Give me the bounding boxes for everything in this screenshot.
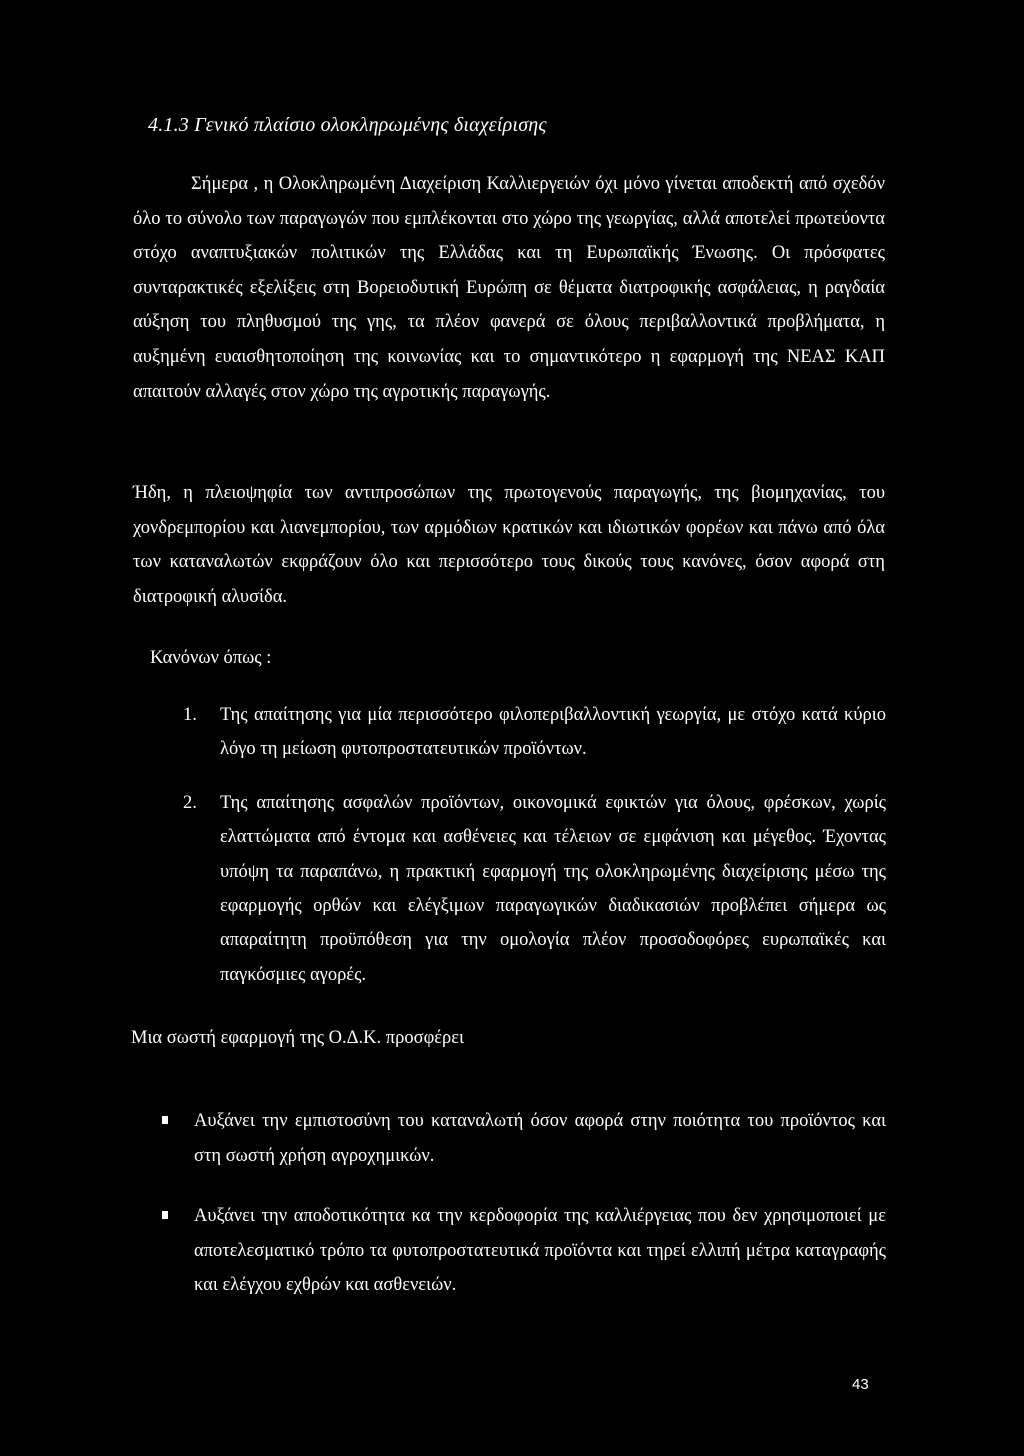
page-number: 43: [852, 1376, 869, 1393]
numbered-list-item: [183, 698, 886, 767]
square-bullet-icon: [162, 1211, 168, 1219]
section-heading: 4.1.3 Γενικό πλαίσιο ολοκληρωμένης διαχείρισης: [148, 114, 547, 136]
list-item-text: Της απαίτησης ασφαλών προϊόντων, οικονομικά εφικτών για όλους, φρέσκων, χωρίς ελαττώματα από έντομα και ασθένειες και τέλειων σε εμφάνιση και μέγεθος. Έχοντας υπόψη τα παραπάνω, η πρακτική εφαρμογή της ολοκληρωμένης διαχείρισης μέσω της εφαρμογής ορθών και ελέγξιμων παραγωγικών διαδικασιών προβλέπει σήμερα ως απαραίτητη προϋπόθεση για την ομολογία πλέον προσοδοφόρες ευρωπαϊκές και παγκόσμιες αγορές.: [220, 792, 886, 985]
bullet-item-text: Αυξάνει την εμπιστοσύνη του καταναλωτή όσον αφορά στην ποιότητα του προϊόντος και στη σωστή χρήση αγροχημικών.: [194, 1111, 886, 1166]
bullet-item-text: Αυξάνει την αποδοτικότητα κα την κερδοφορία της καλλιέργειας που δεν χρησιμοποιεί με αποτελεσματικό τρόπο τα φυτοπροστατευτικά προϊόντα και τηρεί ελλιπή μέτρα καταγραφής και ελέγχου εχθρών και ασθενειών.: [194, 1206, 886, 1296]
bullet-list-item: [160, 1104, 886, 1173]
paragraph-intro: Σήμερα , η Ολοκληρωμένη Διαχείριση Καλλιεργειών όχι μόνο γίνεται αποδεκτή από σχεδόν όλο το σύνολο των παραγωγών που εμπλέκονται στο χώρο της γεωργίας, αλλά αποτελεί πρωτεύοντα στόχο αναπτυξιακών πολιτικών της Ελλάδας και τη Ευρωπαϊκής Ένωσης. Οι πρόσφατες συνταρακτικές εξελίξεις στη Βορειοδυτική Ευρώπη σε θέματα διατροφικής ασφάλειας, η ραγδαία αύξηση του πληθυσμού της γης, τα πλέον φανερά σε όλους περιβαλλοντικά προβλήματα, η αυξημένη ευαισθητοποίηση της κοινωνίας και το σημαντικότερο η εφαρμογή της ΝΕΑΣ ΚΑΠ απαιτούν αλλαγές στον χώρο της αγροτικής παραγωγής.: [133, 174, 885, 402]
numbered-list-item: [183, 786, 886, 992]
bullet-list-item: [160, 1199, 886, 1303]
offer-intro: Μια σωστή εφαρμογή της Ο.Δ.Κ. προσφέρει: [131, 1028, 465, 1048]
list-item-text: Της απαίτησης για μία περισσότερο φιλοπεριβαλλοντική γεωργία, με στόχο κατά κύριο λόγο τη μείωση φυτοπροστατευτικών προϊόντων.: [220, 705, 886, 760]
square-bullet-icon: [162, 1116, 168, 1124]
bullet-list: [160, 1104, 886, 1303]
numbered-list: [183, 698, 886, 992]
paragraph-stakeholders: Ήδη, η πλειοψηφία των αντιπροσώπων της πρωτογενούς παραγωγής, της βιομηχανίας, του χονδρεμπορίου και λιανεμπορίου, των αρμόδιων κρατικών και ιδιωτικών φορέων και πάνω από όλα των καταναλωτών εκφράζουν όλο και περισσότερο τους δικούς τους κανόνες, όσον αφορά στη διατροφική αλυσίδα.: [133, 483, 885, 607]
rules-intro: Κανόνων όπως :: [150, 648, 272, 668]
list-item-number: 2.: [183, 792, 197, 813]
list-item-number: 1.: [183, 705, 197, 725]
